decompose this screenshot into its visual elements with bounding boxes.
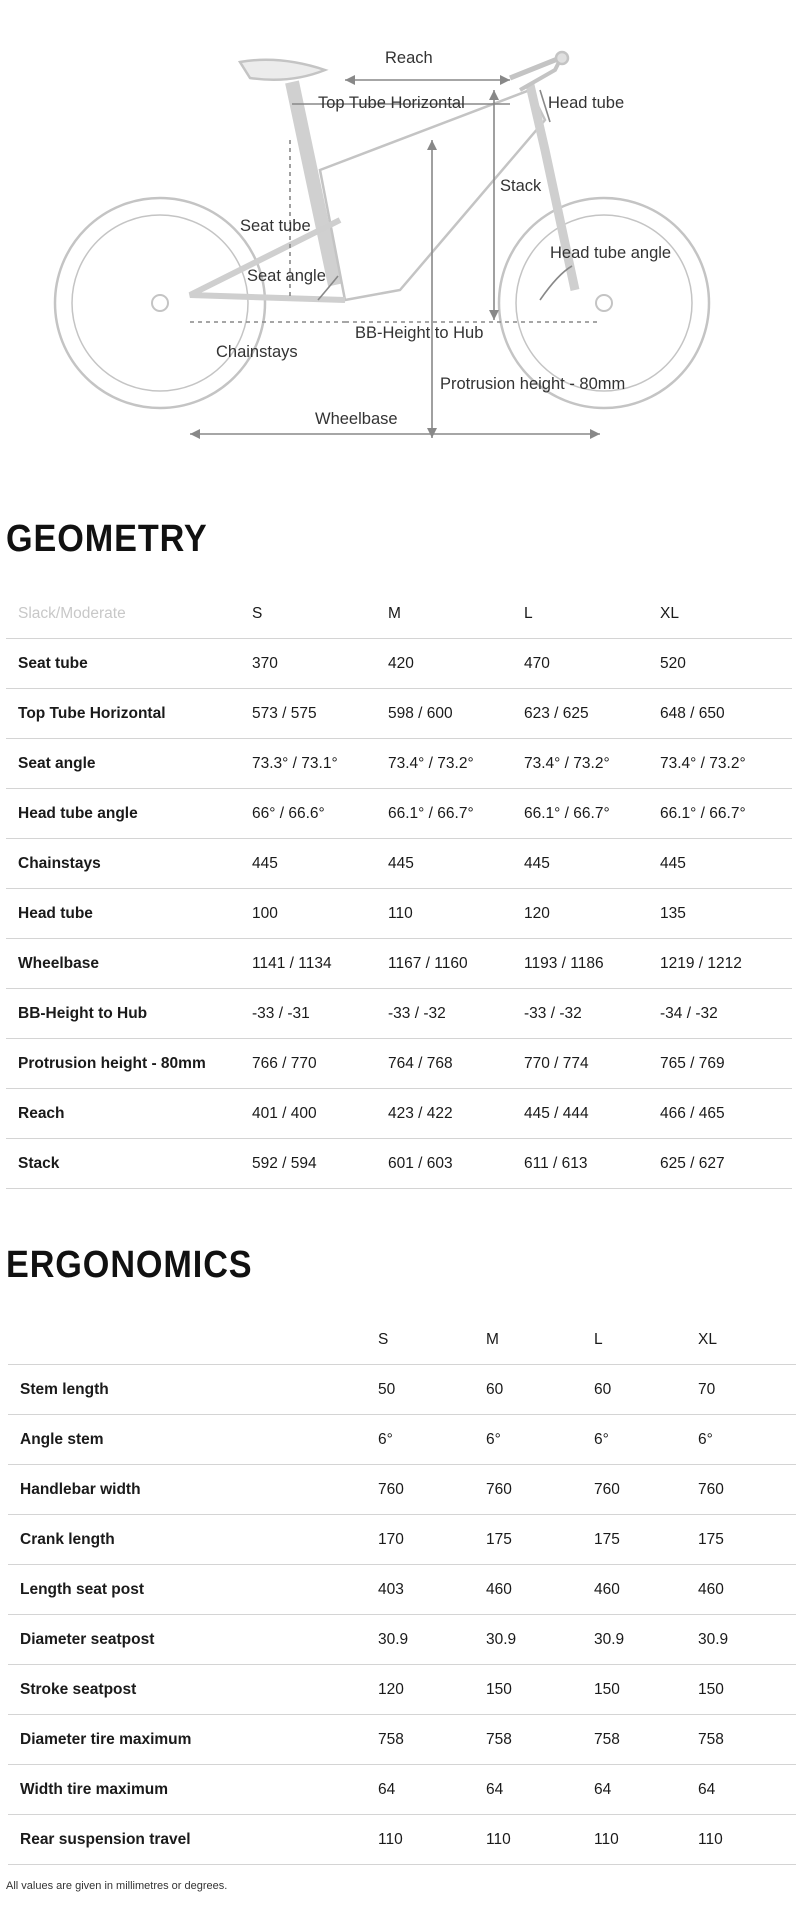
table-cell: 1193 / 1186 bbox=[524, 939, 660, 989]
table-cell: 760 bbox=[486, 1465, 594, 1515]
size-header: XL bbox=[698, 1315, 796, 1365]
table-cell: 764 / 768 bbox=[388, 1039, 524, 1089]
table-cell: 110 bbox=[698, 1815, 796, 1865]
table-cell: 135 bbox=[660, 889, 792, 939]
table-row bbox=[6, 1039, 792, 1089]
table-cell: 73.4° / 73.2° bbox=[524, 739, 660, 789]
label-protrusion-height: Protrusion height - 80mm bbox=[440, 375, 626, 393]
size-header: S bbox=[378, 1315, 486, 1365]
table-cell: 150 bbox=[594, 1665, 698, 1715]
table-cell: 73.4° / 73.2° bbox=[388, 739, 524, 789]
size-header: M bbox=[486, 1315, 594, 1365]
table-row bbox=[6, 989, 792, 1039]
table-cell: 66.1° / 66.7° bbox=[524, 789, 660, 839]
row-label: Diameter tire maximum bbox=[8, 1715, 378, 1765]
table-cell: 403 bbox=[378, 1565, 486, 1615]
label-reach: Reach bbox=[385, 49, 433, 67]
table-cell: 470 bbox=[524, 639, 660, 689]
table-cell: 64 bbox=[378, 1765, 486, 1815]
table-row bbox=[6, 889, 792, 939]
table-cell: 445 bbox=[388, 839, 524, 889]
table-row bbox=[6, 839, 792, 889]
label-seat-tube: Seat tube bbox=[240, 217, 311, 235]
table-cell: 573 / 575 bbox=[252, 689, 388, 739]
table-cell: -34 / -32 bbox=[660, 989, 792, 1039]
row-label: Reach bbox=[6, 1089, 252, 1139]
bike-geometry-diagram bbox=[0, 0, 800, 460]
table-cell: 445 bbox=[524, 839, 660, 889]
ergonomics-table bbox=[8, 1315, 796, 1865]
geometry-heading: GEOMETRY bbox=[6, 518, 208, 560]
table-cell: 73.4° / 73.2° bbox=[660, 739, 792, 789]
size-header: XL bbox=[660, 589, 792, 639]
table-cell: 150 bbox=[698, 1665, 796, 1715]
table-cell: 766 / 770 bbox=[252, 1039, 388, 1089]
table-cell: 623 / 625 bbox=[524, 689, 660, 739]
table-cell: 758 bbox=[378, 1715, 486, 1765]
table-row bbox=[6, 1089, 792, 1139]
row-label: BB-Height to Hub bbox=[6, 989, 252, 1039]
table-row bbox=[8, 1615, 796, 1665]
table-row bbox=[8, 1465, 796, 1515]
table-cell: 120 bbox=[378, 1665, 486, 1715]
table-row bbox=[8, 1565, 796, 1615]
table-cell: -33 / -32 bbox=[524, 989, 660, 1039]
table-cell: 758 bbox=[486, 1715, 594, 1765]
row-label: Angle stem bbox=[8, 1415, 378, 1465]
table-row bbox=[6, 789, 792, 839]
table-cell: 601 / 603 bbox=[388, 1139, 524, 1189]
table-row bbox=[6, 1139, 792, 1189]
table-cell: 6° bbox=[698, 1415, 796, 1465]
table-row bbox=[6, 939, 792, 989]
table-cell: 611 / 613 bbox=[524, 1139, 660, 1189]
table-cell: 66° / 66.6° bbox=[252, 789, 388, 839]
table-row bbox=[8, 1665, 796, 1715]
table-cell: 370 bbox=[252, 639, 388, 689]
table-cell: 423 / 422 bbox=[388, 1089, 524, 1139]
label-head-tube-angle: Head tube angle bbox=[550, 244, 672, 262]
table-cell: 64 bbox=[698, 1765, 796, 1815]
table-cell: 100 bbox=[252, 889, 388, 939]
geometry-table bbox=[6, 589, 792, 1189]
table-row bbox=[6, 739, 792, 789]
table-cell: 445 bbox=[660, 839, 792, 889]
table-row bbox=[8, 1515, 796, 1565]
table-cell: 758 bbox=[594, 1715, 698, 1765]
table-cell: 110 bbox=[388, 889, 524, 939]
row-label: Head tube bbox=[6, 889, 252, 939]
row-label: Seat tube bbox=[6, 639, 252, 689]
table-cell: 760 bbox=[594, 1465, 698, 1515]
table-cell: 445 / 444 bbox=[524, 1089, 660, 1139]
table-cell: 73.3° / 73.1° bbox=[252, 739, 388, 789]
table-row bbox=[6, 639, 792, 689]
label-chainstays: Chainstays bbox=[216, 343, 298, 361]
footnote: All values are given in millimetres or degrees. bbox=[6, 1880, 228, 1892]
table-cell: 6° bbox=[378, 1415, 486, 1465]
table-cell: 1167 / 1160 bbox=[388, 939, 524, 989]
table-cell: 420 bbox=[388, 639, 524, 689]
size-header: M bbox=[388, 589, 524, 639]
ergonomics-heading: ERGONOMICS bbox=[6, 1244, 253, 1286]
table-cell: 110 bbox=[594, 1815, 698, 1865]
row-label: Wheelbase bbox=[6, 939, 252, 989]
table-cell: 6° bbox=[594, 1415, 698, 1465]
table-cell: 401 / 400 bbox=[252, 1089, 388, 1139]
table-cell: 30.9 bbox=[378, 1615, 486, 1665]
label-bb-height-to-hub: BB-Height to Hub bbox=[355, 324, 484, 342]
row-label: Head tube angle bbox=[6, 789, 252, 839]
label-wheelbase: Wheelbase bbox=[315, 410, 398, 428]
table-cell: 175 bbox=[486, 1515, 594, 1565]
row-label: Chainstays bbox=[6, 839, 252, 889]
table-cell: 1141 / 1134 bbox=[252, 939, 388, 989]
table-cell: 66.1° / 66.7° bbox=[388, 789, 524, 839]
row-label: Rear suspension travel bbox=[8, 1815, 378, 1865]
row-label: Handlebar width bbox=[8, 1465, 378, 1515]
table-cell: 758 bbox=[698, 1715, 796, 1765]
table-cell: 760 bbox=[378, 1465, 486, 1515]
table-cell: 760 bbox=[698, 1465, 796, 1515]
size-header: L bbox=[524, 589, 660, 639]
table-cell: 765 / 769 bbox=[660, 1039, 792, 1089]
table-row bbox=[8, 1715, 796, 1765]
table-cell: 175 bbox=[698, 1515, 796, 1565]
row-label: Diameter seatpost bbox=[8, 1615, 378, 1665]
row-label: Stroke seatpost bbox=[8, 1665, 378, 1715]
row-label: Length seat post bbox=[8, 1565, 378, 1615]
row-label: Protrusion height - 80mm bbox=[6, 1039, 252, 1089]
table-cell: 175 bbox=[594, 1515, 698, 1565]
table-cell: 66.1° / 66.7° bbox=[660, 789, 792, 839]
size-header: S bbox=[252, 589, 388, 639]
table-cell: 30.9 bbox=[594, 1615, 698, 1665]
table-cell: 598 / 600 bbox=[388, 689, 524, 739]
size-header: L bbox=[594, 1315, 698, 1365]
table-cell: -33 / -32 bbox=[388, 989, 524, 1039]
table-cell: 70 bbox=[698, 1365, 796, 1415]
table-cell: 60 bbox=[486, 1365, 594, 1415]
table-cell: 30.9 bbox=[486, 1615, 594, 1665]
table-cell: 110 bbox=[486, 1815, 594, 1865]
label-head-tube: Head tube bbox=[548, 94, 625, 112]
table-cell: 460 bbox=[594, 1565, 698, 1615]
table-cell: 466 / 465 bbox=[660, 1089, 792, 1139]
table-cell: 625 / 627 bbox=[660, 1139, 792, 1189]
table-row bbox=[8, 1365, 796, 1415]
row-label: Top Tube Horizontal bbox=[6, 689, 252, 739]
table-cell: 50 bbox=[378, 1365, 486, 1415]
ergonomics-corner-label bbox=[8, 1315, 378, 1365]
table-row bbox=[6, 689, 792, 739]
table-cell: 520 bbox=[660, 639, 792, 689]
table-cell: 150 bbox=[486, 1665, 594, 1715]
table-cell: 770 / 774 bbox=[524, 1039, 660, 1089]
row-label: Width tire maximum bbox=[8, 1765, 378, 1815]
table-cell: -33 / -31 bbox=[252, 989, 388, 1039]
table-cell: 120 bbox=[524, 889, 660, 939]
table-cell: 460 bbox=[698, 1565, 796, 1615]
table-row bbox=[8, 1415, 796, 1465]
table-cell: 6° bbox=[486, 1415, 594, 1465]
table-cell: 170 bbox=[378, 1515, 486, 1565]
ergonomics-header-row bbox=[8, 1315, 796, 1365]
table-cell: 592 / 594 bbox=[252, 1139, 388, 1189]
geometry-header-row bbox=[6, 589, 792, 639]
label-seat-angle: Seat angle bbox=[247, 267, 326, 285]
table-row bbox=[8, 1765, 796, 1815]
row-label: Crank length bbox=[8, 1515, 378, 1565]
table-cell: 60 bbox=[594, 1365, 698, 1415]
table-cell: 460 bbox=[486, 1565, 594, 1615]
row-label: Seat angle bbox=[6, 739, 252, 789]
table-cell: 64 bbox=[486, 1765, 594, 1815]
row-label: Stem length bbox=[8, 1365, 378, 1415]
label-stack: Stack bbox=[500, 177, 542, 195]
label-top-tube-horizontal: Top Tube Horizontal bbox=[318, 94, 465, 112]
table-row bbox=[8, 1815, 796, 1865]
table-cell: 64 bbox=[594, 1765, 698, 1815]
geometry-corner-label: Slack/Moderate bbox=[6, 589, 252, 639]
table-cell: 30.9 bbox=[698, 1615, 796, 1665]
rear-wheel bbox=[55, 198, 265, 408]
table-cell: 648 / 650 bbox=[660, 689, 792, 739]
bike-illustration bbox=[0, 0, 800, 460]
table-cell: 445 bbox=[252, 839, 388, 889]
table-cell: 1219 / 1212 bbox=[660, 939, 792, 989]
row-label: Stack bbox=[6, 1139, 252, 1189]
table-cell: 110 bbox=[378, 1815, 486, 1865]
